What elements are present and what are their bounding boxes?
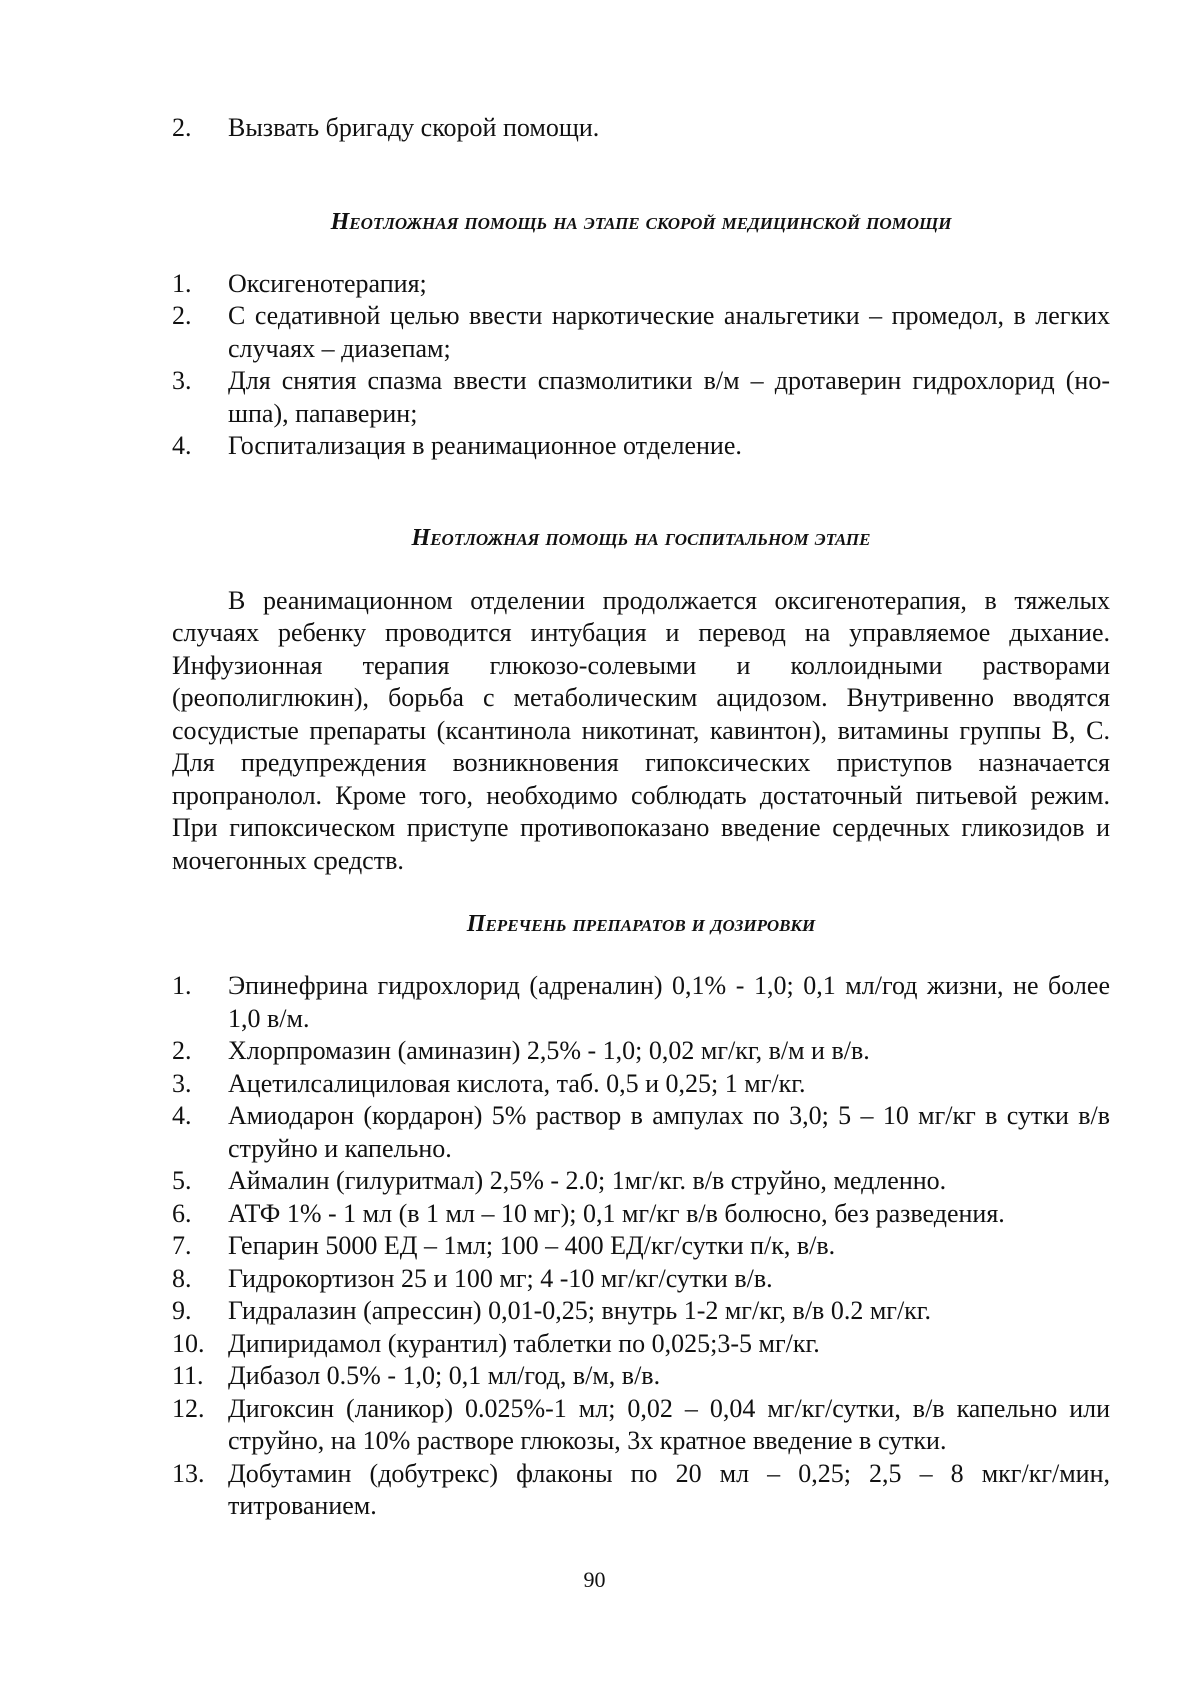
list-item	[172, 300, 1110, 365]
intro-list	[172, 112, 1110, 145]
list-item-number: 7.	[172, 1231, 192, 1260]
list-item	[172, 1393, 1110, 1458]
list-item-text: Дибазол 0.5% - 1,0; 0,1 мл/год, в/м, в/в.	[228, 1361, 661, 1390]
list-item-text: Для снятия спазма ввести спазмолитики в/м – дротаверин гидрохлорид (но-шпа), папаверин;	[228, 366, 1110, 428]
list-item	[172, 268, 1110, 301]
list-item-text: Дигоксин (ланикор) 0.025%-1 мл; 0,02 – 0,04 мг/кг/сутки, в/в капельно или струйно, на 10% растворе глюкозы, 3х кратное введение в сутки.	[228, 1393, 1110, 1455]
list-item-number: 1.	[172, 971, 192, 1000]
list-item-number: 5.	[172, 1166, 192, 1195]
list-item-text: Оксигенотерапия;	[228, 268, 427, 298]
list-item-number: 12.	[172, 1393, 205, 1423]
list-item	[172, 1328, 1110, 1361]
list-item	[172, 1458, 1110, 1523]
list-item-text: Гепарин 5000 ЕД – 1мл; 100 – 400 ЕД/кг/сутки п/к, в/в.	[228, 1231, 836, 1260]
list-item-text: С седативной целью ввести наркотические анальгетики – промедол, в легких случаях – диазепам;	[228, 301, 1110, 363]
list-item	[172, 1230, 1110, 1263]
list-item-text: Аймалин (гилуритмал) 2,5% - 2.0; 1мг/кг. в/в струйно, медленно.	[228, 1166, 947, 1195]
list-item-text: Вызвать бригаду скорой помощи.	[228, 113, 600, 142]
list-item	[172, 365, 1110, 430]
page-content	[172, 112, 1110, 1523]
list-item-number: 9.	[172, 1296, 192, 1325]
list-item-number: 2.	[172, 301, 192, 330]
list-item-number: 1.	[172, 268, 192, 298]
list-item-text: Добутамин (добутрекс) флаконы по 20 мл – 0,25; 2,5 – 8 мкг/кг/мин, титрованием.	[228, 1458, 1110, 1520]
list-item-number: 8.	[172, 1263, 192, 1293]
list-item-text: Амиодарон (кордарон) 5% раствор в ампулах по 3,0; 5 – 10 мг/кг в сутки в/в струйно и капельно.	[228, 1101, 1110, 1163]
list-item-number: 10.	[172, 1328, 205, 1358]
page-number: 90	[583, 1567, 606, 1592]
list-item-number: 2.	[172, 113, 192, 142]
list-item	[172, 1263, 1110, 1296]
list-item-number: 4.	[172, 431, 192, 460]
list-item-number: 13.	[172, 1458, 205, 1488]
list-item	[172, 970, 1110, 1035]
list-item	[172, 1198, 1110, 1231]
list-item-number: 3.	[172, 366, 192, 395]
list-item-text: АТФ 1% - 1 мл (в 1 мл – 10 мг); 0,1 мг/кг в/в болюсно, без разведения.	[228, 1198, 1005, 1228]
ambulance-steps-list	[172, 268, 1110, 463]
list-item-number: 11.	[172, 1361, 204, 1390]
list-item-text: Ацетилсалициловая кислота, таб. 0,5 и 0,25; 1 мг/кг.	[228, 1068, 806, 1098]
drug-dosage-list	[172, 970, 1110, 1523]
list-item	[172, 112, 1110, 145]
list-item-text: Гидралазин (апрессин) 0,01-0,25; внутрь 1-2 мг/кг, в/в 0.2 мг/кг.	[228, 1296, 932, 1325]
list-item	[172, 430, 1110, 463]
section-heading-hospital: Неотложная помощь на госпитальном этапе	[411, 524, 871, 551]
list-item-text: Гидрокортизон 25 и 100 мг; 4 -10 мг/кг/сутки в/в.	[228, 1263, 773, 1293]
list-item-number: 2.	[172, 1036, 192, 1065]
list-item	[172, 1035, 1110, 1068]
list-item	[172, 1068, 1110, 1101]
list-item-text: Дипиридамол (курантил) таблетки по 0,025;3-5 мг/кг.	[228, 1328, 820, 1358]
list-item	[172, 1295, 1110, 1328]
list-item	[172, 1165, 1110, 1198]
list-item-number: 6.	[172, 1198, 192, 1228]
list-item	[172, 1360, 1110, 1393]
section-heading-drugs: Перечень препаратов и дозировки	[466, 911, 816, 937]
list-item-text: Хлорпромазин (аминазин) 2,5% - 1,0; 0,02 мг/кг, в/м и в/в.	[228, 1036, 870, 1065]
list-item-number: 3.	[172, 1068, 192, 1098]
hospital-paragraph: В реанимационном отделении продолжается оксигенотерапия, в тяжелых случаях ребенку проводится интубация и перевод на управляемое дыхание. Инфузионная терапия глюкозо-солевыми и коллоидными растворами (реополиглюкин), борьба с метаболическим ацидозом. Внутривенно вводятся сосудистые препараты (ксантинола никотинат, кавинтон), витамины группы В, С. Для предупреждения возникновения гипоксических приступов назначается пропранолол. Кроме того, необходимо соблюдать достаточный питьевой режим. При гипоксическом приступе противопоказано введение сердечных гликозидов и мочегонных средств.	[172, 585, 1110, 875]
list-item-text: Госпитализация в реанимационное отделение.	[228, 431, 742, 460]
list-item-number: 4.	[172, 1101, 192, 1130]
list-item	[172, 1100, 1110, 1165]
list-item-text: Эпинефрина гидрохлорид (адреналин) 0,1% - 1,0; 0,1 мл/год жизни, не более 1,0 в/м.	[228, 971, 1110, 1033]
section-heading-ambulance: Неотложная помощь на этапе скорой медицинской помощи	[330, 208, 952, 235]
